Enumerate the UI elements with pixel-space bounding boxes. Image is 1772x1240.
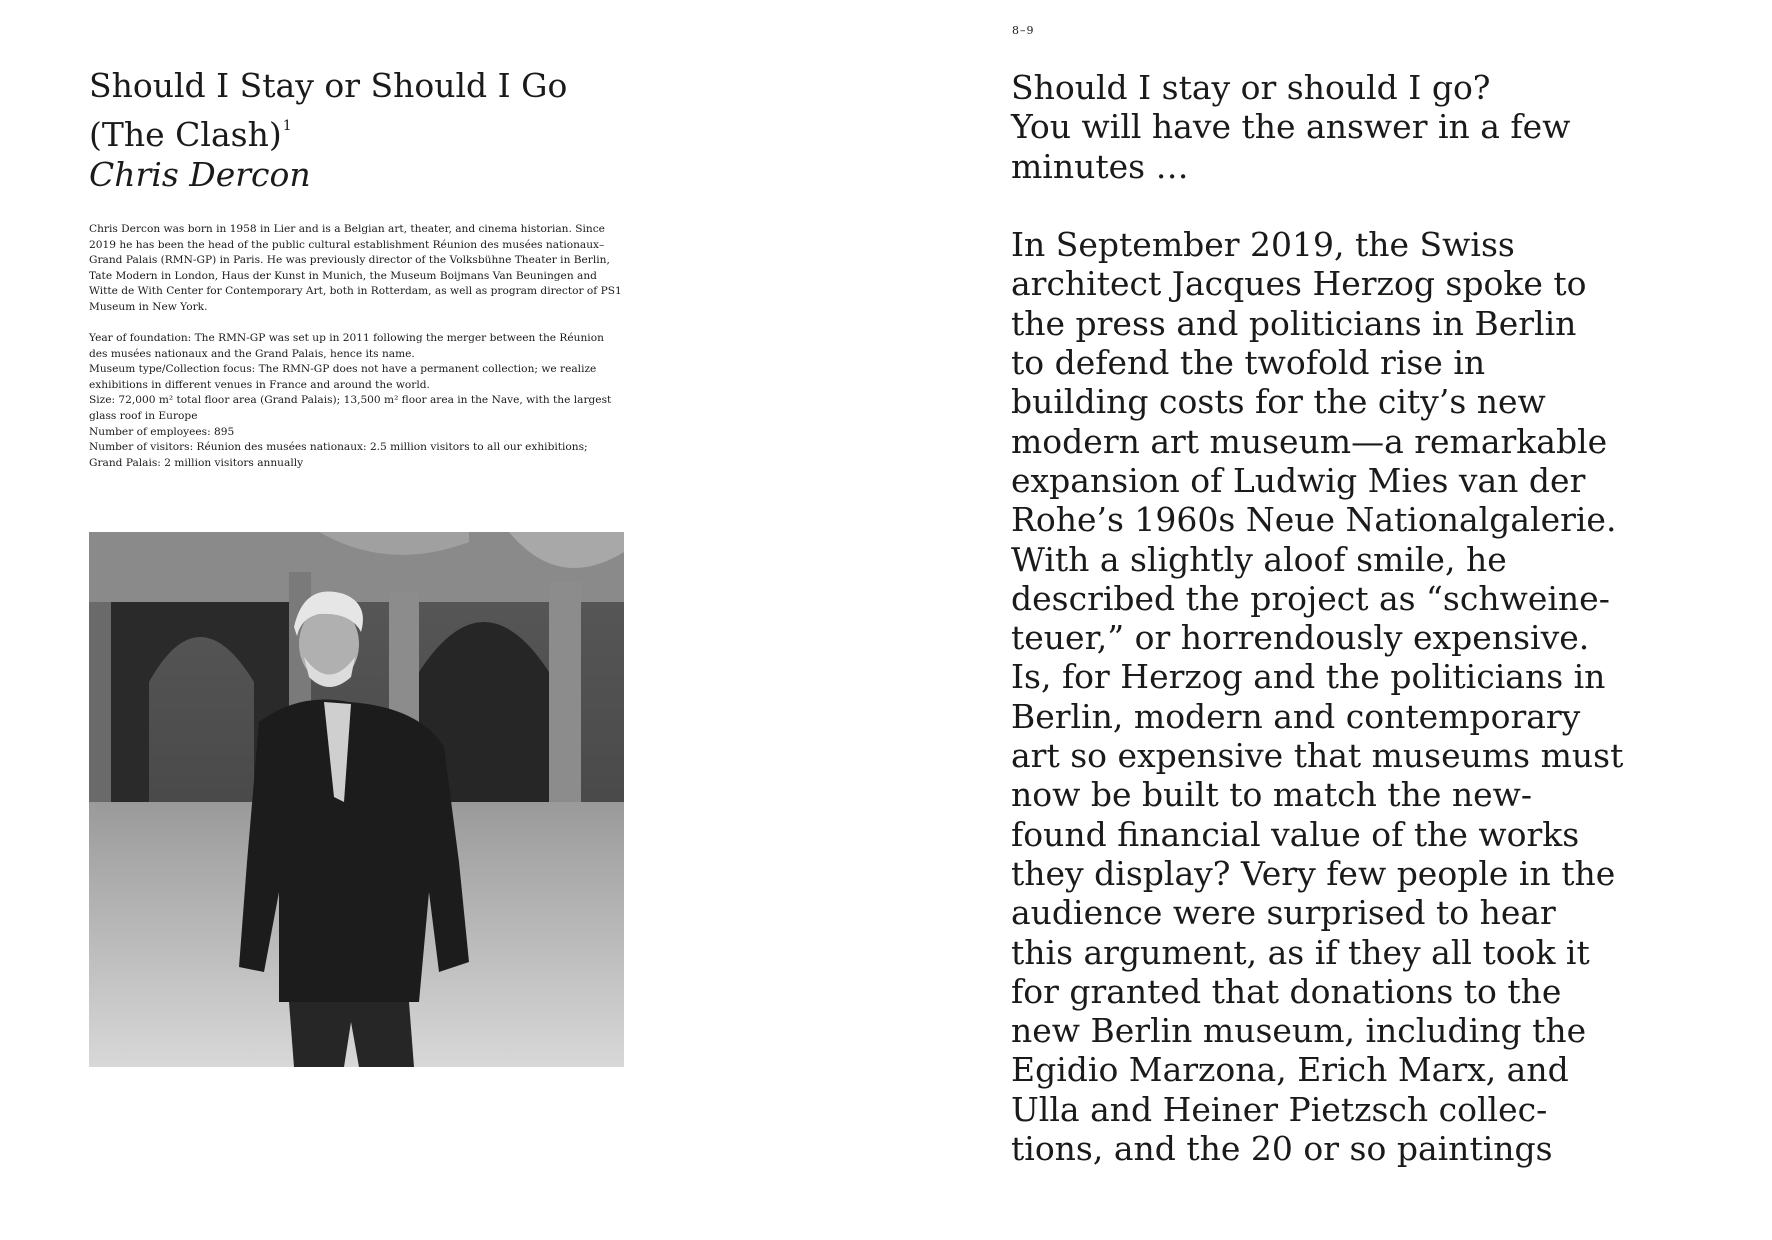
body-line: tions, and the 20 or so paintings: [1011, 1129, 1553, 1169]
body-line: they display? Very few people in the: [1011, 853, 1616, 893]
body-line: new Berlin museum, including the: [1011, 1011, 1587, 1051]
body-line: Is, for Herzog and the politicians in: [1011, 657, 1606, 697]
essay-body: [1011, 68, 1624, 1169]
body-line: this argument, as if they all took it: [1011, 932, 1590, 972]
body-line: architect Jacques Herzog spoke to: [1011, 264, 1587, 304]
fact-foundation: Year of foundation: The RMN-GP was set up in 2011 following the merger between the Réunion des musées nationaux and the Grand Palais, hence its name.: [89, 332, 604, 360]
essay-title: Should I Stay or Should I Go: [89, 66, 568, 105]
body-line: modern art museum—a remarkable: [1011, 421, 1608, 461]
essay-title-source: (The Clash): [89, 115, 282, 154]
body-line: expansion of Ludwig Mies van der: [1011, 460, 1586, 500]
body-line: teuer,” or horrendously expensive.: [1011, 618, 1590, 658]
fact-visitors: Number of visitors: Réunion des musées nationaux: 2.5 million visitors to all our exhibitions; Grand Palais: 2 million visitors annually: [89, 441, 588, 469]
essay-title-subline: [89, 106, 789, 155]
fact-employees: Number of employees: 895: [89, 425, 235, 438]
body-line: found financial value of the works: [1011, 814, 1580, 854]
fact-size: Size: 72,000 m² total floor area (Grand Palais); 13,500 m² floor area in the Nave, with the largest glass roof in Europe: [89, 394, 612, 422]
body-line: In September 2019, the Swiss: [1011, 225, 1515, 265]
body-line: art so expensive that museums must: [1011, 736, 1624, 776]
author-bio: Chris Dercon was born in 1958 in Lier and is a Belgian art, theater, and cinema historian. Since 2019 he has been the head of the public cultural establishment Réunion des musées nationaux–Grand Palais (RMN-GP) in Paris. He was previously director of the Volksbühne Theater in Berlin, Tate Modern in London, Haus der Kunst in Munich, the Museum Boijmans Van Beuningen and Witte de With Center for Contemporary Art, both in Rotterdam, as well as program director of PS1 Museum in New York.: [89, 223, 622, 313]
intro-line: Should I stay or should I go?: [1011, 68, 1491, 107]
body-line: Egidio Marzona, Erich Marx, and: [1011, 1050, 1569, 1090]
body-line: to defend the twofold rise in: [1011, 343, 1486, 383]
body-line: Rohe’s 1960s Neue Nationalgalerie.: [1011, 500, 1617, 540]
footnote-reference[interactable]: 1: [282, 118, 292, 134]
author-name: Chris Dercon: [89, 155, 311, 194]
museum-facts: [89, 331, 624, 471]
intro-line: minutes …: [1011, 146, 1189, 186]
body-line: With a slightly aloof smile, he: [1011, 539, 1507, 579]
essay-title-block: [89, 66, 789, 195]
body-line: described the project as “schweine-: [1011, 578, 1610, 618]
body-line: the press and politicians in Berlin: [1011, 303, 1577, 343]
body-line: for granted that donations to the: [1011, 971, 1562, 1011]
intro-line: You will have the answer in a few: [1011, 107, 1571, 147]
body-line: audience were surprised to hear: [1011, 893, 1556, 933]
page-number: 8–9: [1012, 24, 1035, 37]
body-line: Berlin, modern and contemporary: [1011, 696, 1581, 736]
body-line: building costs for the city’s new: [1011, 382, 1546, 422]
body-line: Ulla and Heiner Pietzsch collec-: [1011, 1089, 1548, 1129]
body-line: now be built to match the new-: [1011, 775, 1533, 815]
portrait-photo: [89, 532, 624, 1067]
paragraph-gap: [1011, 186, 1591, 225]
fact-museum-type: Museum type/Collection focus: The RMN-GP does not have a permanent collection; we realize exhibitions in different venues in France and around the world.: [89, 363, 597, 391]
